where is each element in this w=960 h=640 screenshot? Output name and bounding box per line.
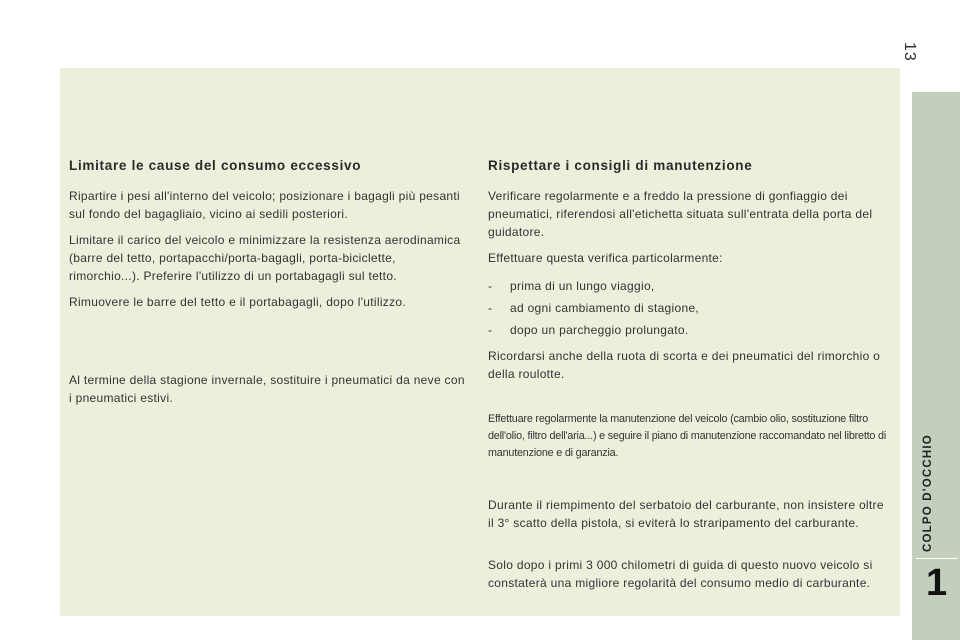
paragraph-check-when: Effettuare questa verifica particolarmente: — [488, 251, 723, 265]
paragraph-new-vehicle: Solo dopo i primi 3 000 chilometri di guida di questo nuovo veicolo si constaterà una migliore regolarità del consumo medio di carburante. — [488, 558, 873, 590]
chapter-number: 1 — [926, 562, 948, 604]
right-column — [488, 158, 888, 600]
paragraph-spare-wheel: Ricordarsi anche della ruota di scorta e dei pneumatici del rimorchio o della roulotte. — [488, 349, 881, 381]
chapter-label: COLPO D'OCCHIO — [922, 434, 934, 552]
paragraph-load-limit: Limitare il carico del veicolo e minimizzare la resistenza aerodinamica (barre del tetto, portapacchi/porta-bagagli, porta-biciclette, rimorchio...). Preferire l'utilizzo di un portabagagli sul tetto. — [69, 233, 461, 283]
paragraph-remove-bars: Rimuovere le barre del tetto e il portabagagli, dopo l'utilizzo. — [69, 295, 406, 309]
page-number: 13 — [901, 42, 918, 62]
tab-divider — [916, 558, 958, 559]
check-list — [488, 275, 888, 341]
content-panel — [60, 68, 900, 616]
list-item: - ad ogni cambiamento di stagione, — [488, 301, 700, 315]
left-column — [69, 158, 467, 415]
left-section-title: Limitare le cause del consumo eccessivo — [69, 158, 362, 173]
paragraph-winter-tyres: Al termine della stagione invernale, sostituire i pneumatici da neve con i pneumatici estivi. — [69, 373, 465, 405]
paragraph-fuel-fill: Durante il riempimento del serbatoio del carburante, non insistere oltre il 3° scatto della pistola, si eviterà lo straripamento del carburante. — [488, 498, 884, 530]
list-item: - dopo un parcheggio prolungato. — [488, 323, 689, 337]
chapter-tab — [912, 92, 960, 640]
paragraph-tyre-pressure: Verificare regolarmente e a freddo la pressione di gonfiaggio dei pneumatici, riferendosi all'etichetta situata sull'entrata della porta del guidatore. — [488, 189, 873, 239]
paragraph-maintenance: Effettuare regolarmente la manutenzione del veicolo (cambio olio, sostituzione filtro dell'olio, filtro dell'aria...) e seguire il piano di manutenzione raccomandato nel libretto di manutenzione e di garanzia. — [488, 413, 887, 459]
paragraph-weight-distribution: Ripartire i pesi all'interno del veicolo; posizionare i bagagli più pesanti sul fondo del bagagliaio, vicino ai sedili posteriori. — [69, 189, 461, 221]
list-item: - prima di un lungo viaggio, — [488, 279, 655, 293]
right-section-title: Rispettare i consigli di manutenzione — [488, 158, 753, 173]
